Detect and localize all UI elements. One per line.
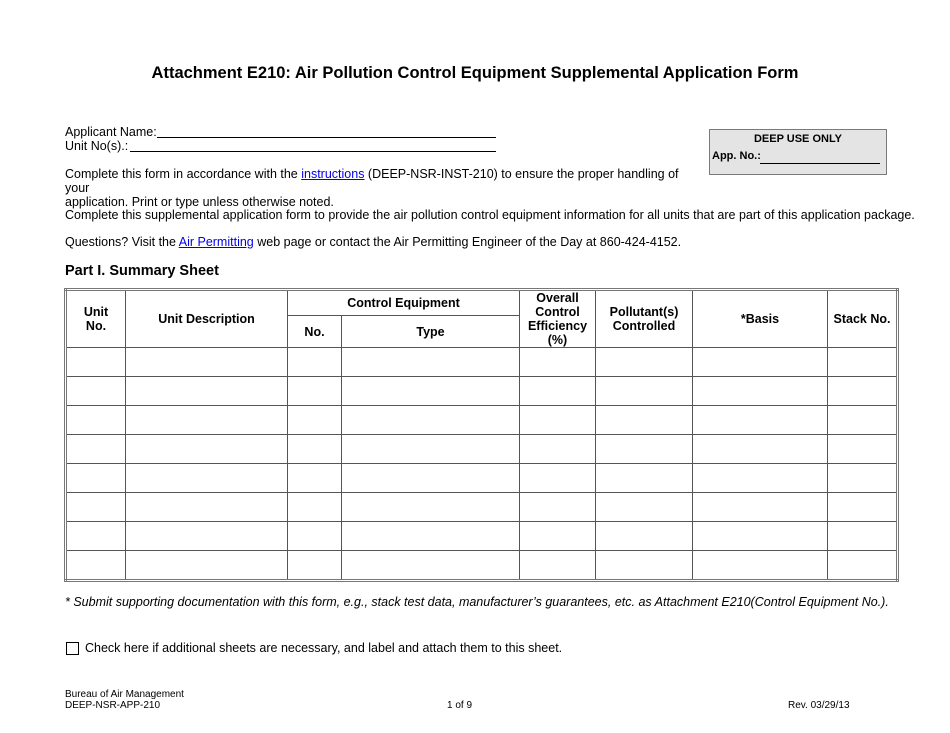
app-no-field[interactable] [760, 163, 880, 164]
cell-unit-description[interactable] [126, 348, 288, 377]
cell-pollutants[interactable] [596, 551, 693, 581]
additional-sheets-label: Check here if additional sheets are necessary, and label and attach them to this sheet. [85, 641, 563, 655]
summary-table [64, 288, 899, 582]
purpose-paragraph: Complete this supplemental application form to provide the air pollution control equipment information for all units that are part of this application package. [65, 208, 915, 222]
unit-numbers-label: Unit No(s).: [65, 139, 129, 153]
header-pollutants-controlled: Pollutant(s) Controlled [596, 290, 693, 348]
cell-stack-no[interactable] [828, 406, 898, 435]
header-basis: *Basis [693, 290, 828, 348]
header-unit-description: Unit Description [126, 290, 288, 348]
table-row [66, 435, 898, 464]
unit-numbers-field[interactable] [130, 151, 496, 152]
cell-basis[interactable] [693, 348, 828, 377]
cell-equipment-no[interactable] [288, 348, 342, 377]
air-permitting-link[interactable]: Air Permitting [178, 235, 254, 249]
header-overall-efficiency: Overall Control Efficiency (%) [520, 290, 596, 348]
cell-equipment-no[interactable] [288, 435, 342, 464]
cell-equipment-type[interactable] [342, 464, 520, 493]
cell-equipment-no[interactable] [288, 551, 342, 581]
cell-efficiency[interactable] [520, 493, 596, 522]
cell-efficiency[interactable] [520, 348, 596, 377]
cell-equipment-type[interactable] [342, 522, 520, 551]
cell-basis[interactable] [693, 377, 828, 406]
applicant-name-field[interactable] [157, 137, 496, 138]
cell-efficiency[interactable] [520, 522, 596, 551]
cell-unit-no[interactable] [66, 377, 126, 406]
cell-unit-no[interactable] [66, 435, 126, 464]
cell-equipment-no[interactable] [288, 522, 342, 551]
cell-efficiency[interactable] [520, 551, 596, 581]
header-equipment-type: Type [342, 316, 520, 348]
cell-basis[interactable] [693, 435, 828, 464]
cell-equipment-type[interactable] [342, 493, 520, 522]
deep-use-only-box [709, 129, 887, 175]
table-body [66, 348, 898, 581]
cell-efficiency[interactable] [520, 435, 596, 464]
cell-unit-no[interactable] [66, 406, 126, 435]
footer-form-id: DEEP-NSR-APP-210 [65, 700, 161, 711]
cell-basis[interactable] [693, 522, 828, 551]
cell-unit-description[interactable] [126, 493, 288, 522]
cell-unit-description[interactable] [126, 522, 288, 551]
table-row [66, 348, 898, 377]
table-row [66, 406, 898, 435]
instructions-link[interactable]: instructions [301, 167, 365, 181]
cell-pollutants[interactable] [596, 377, 693, 406]
cell-pollutants[interactable] [596, 435, 693, 464]
additional-sheets-checkbox[interactable] [66, 642, 79, 655]
cell-pollutants[interactable] [596, 406, 693, 435]
cell-stack-no[interactable] [828, 464, 898, 493]
header-control-equipment: Control Equipment [288, 290, 520, 316]
cell-stack-no[interactable] [828, 377, 898, 406]
footer-bureau: Bureau of Air Management [65, 689, 184, 700]
cell-basis[interactable] [693, 464, 828, 493]
cell-efficiency[interactable] [520, 464, 596, 493]
cell-unit-description[interactable] [126, 406, 288, 435]
page-title: Attachment E210: Air Pollution Control Equipment Supplemental Application Form [151, 64, 799, 82]
cell-equipment-no[interactable] [288, 464, 342, 493]
cell-unit-description[interactable] [126, 464, 288, 493]
table-row [66, 377, 898, 406]
para1-text-after: (DEEP-NSR-INST-210) to ensure the proper handling of your [65, 167, 679, 195]
cell-equipment-type[interactable] [342, 377, 520, 406]
para3-text-after: web page or contact the Air Permitting Engineer of the Day at 860-424-4152. [253, 235, 682, 249]
header-equipment-no: No. [288, 316, 342, 348]
cell-pollutants[interactable] [596, 522, 693, 551]
table-row [66, 551, 898, 581]
para3-text-before: Questions? Visit the [65, 235, 179, 249]
cell-stack-no[interactable] [828, 435, 898, 464]
cell-equipment-type[interactable] [342, 435, 520, 464]
header-unit-no: Unit No. [66, 290, 126, 348]
cell-basis[interactable] [693, 551, 828, 581]
cell-efficiency[interactable] [520, 377, 596, 406]
header-stack-no: Stack No. [828, 290, 898, 348]
cell-equipment-no[interactable] [288, 406, 342, 435]
cell-unit-no[interactable] [66, 464, 126, 493]
cell-basis[interactable] [693, 493, 828, 522]
app-no-label: App. No.: [712, 150, 761, 162]
cell-unit-description[interactable] [126, 551, 288, 581]
cell-pollutants[interactable] [596, 348, 693, 377]
cell-equipment-type[interactable] [342, 348, 520, 377]
footer-page-number: 1 of 9 [447, 700, 473, 711]
cell-stack-no[interactable] [828, 522, 898, 551]
para1-text-line2: application. Print or type unless otherwise noted. [65, 195, 334, 209]
applicant-name-label: Applicant Name: [65, 125, 157, 139]
cell-stack-no[interactable] [828, 493, 898, 522]
cell-unit-no[interactable] [66, 522, 126, 551]
cell-equipment-type[interactable] [342, 551, 520, 581]
cell-pollutants[interactable] [596, 464, 693, 493]
cell-equipment-no[interactable] [288, 377, 342, 406]
deep-use-only-header: DEEP USE ONLY [753, 133, 843, 145]
table-row [66, 493, 898, 522]
cell-unit-description[interactable] [126, 435, 288, 464]
table-row [66, 522, 898, 551]
cell-efficiency[interactable] [520, 406, 596, 435]
cell-stack-no[interactable] [828, 551, 898, 581]
cell-basis[interactable] [693, 406, 828, 435]
cell-stack-no[interactable] [828, 348, 898, 377]
para1-text-before: Complete this form in accordance with the [65, 167, 302, 181]
cell-unit-no[interactable] [66, 348, 126, 377]
cell-equipment-no[interactable] [288, 493, 342, 522]
questions-paragraph [65, 235, 935, 249]
cell-pollutants[interactable] [596, 493, 693, 522]
cell-unit-description[interactable] [126, 377, 288, 406]
basis-footnote: * Submit supporting documentation with this form, e.g., stack test data, manufacturer’s guarantees, etc. as Attachment E210(Control Equipment No.). [65, 595, 889, 609]
table-row [66, 464, 898, 493]
instructions-paragraph [65, 167, 705, 209]
cell-equipment-type[interactable] [342, 406, 520, 435]
cell-unit-no[interactable] [66, 493, 126, 522]
section-title: Part I. Summary Sheet [65, 263, 219, 279]
cell-unit-no[interactable] [66, 551, 126, 581]
footer-revision: Rev. 03/29/13 [788, 700, 850, 711]
